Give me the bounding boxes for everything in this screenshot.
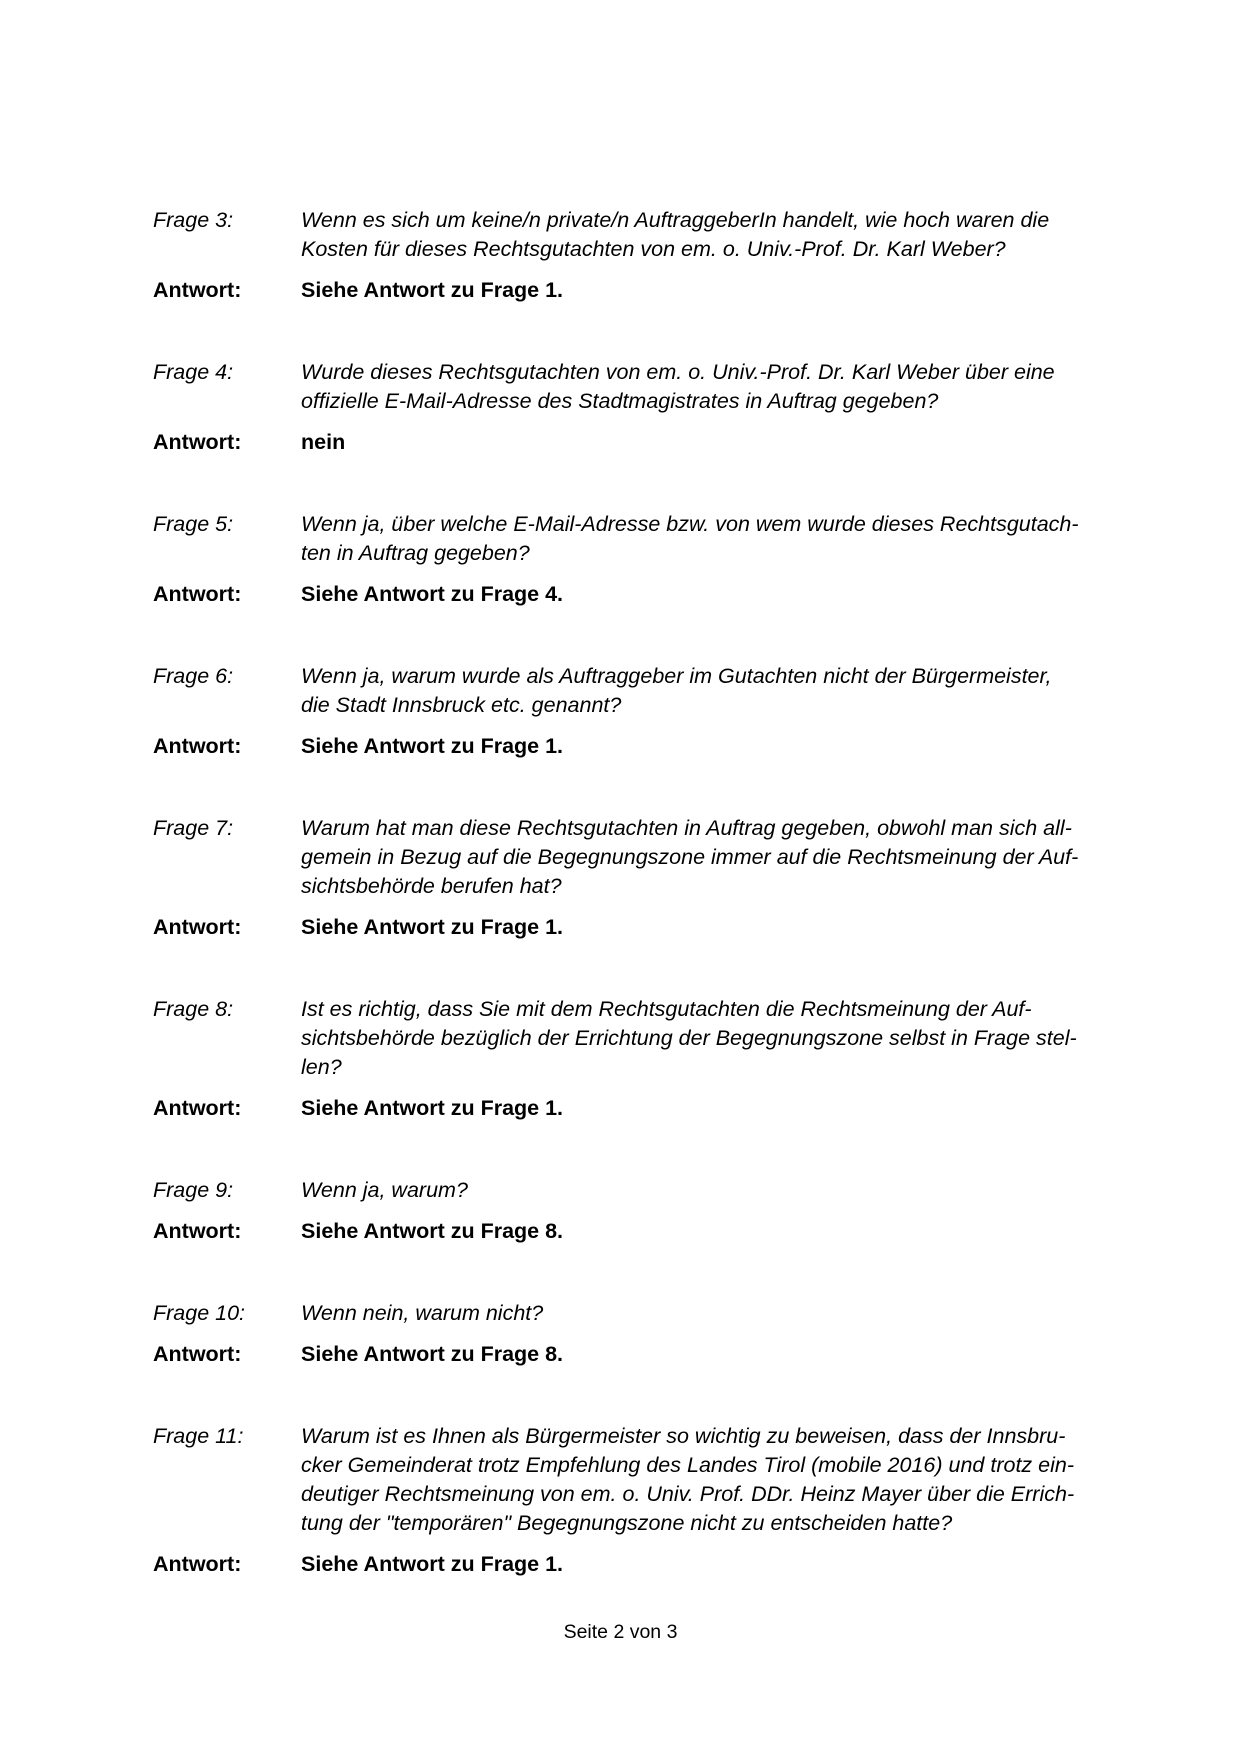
question-text-line: die Stadt Innsbruck etc. genannt? xyxy=(301,693,622,717)
question-text-line: sichtsbehörde bezüglich der Errichtung der Begegnungszone selbst in Frage stel- xyxy=(301,1026,1077,1050)
question-label: Frage 8: xyxy=(153,997,234,1021)
answer-label: Antwort: xyxy=(153,1342,242,1366)
question-text xyxy=(301,206,1133,264)
answer-row xyxy=(153,732,1133,761)
question-text-line: Kosten für dieses Rechtsgutachten von em. o. Univ.-Prof. Dr. Karl Weber? xyxy=(301,237,1006,261)
question-text-line: offizielle E-Mail-Adresse des Stadtmagistrates in Auftrag gegeben? xyxy=(301,389,939,413)
answer-row xyxy=(153,580,1133,609)
question-text-line: Wenn ja, warum wurde als Auftraggeber im Gutachten nicht der Bürgermeister, xyxy=(301,664,1052,688)
question-text-line: Wenn ja, warum? xyxy=(301,1178,468,1202)
question-label: Frage 7: xyxy=(153,816,234,840)
question-text xyxy=(301,1422,1133,1538)
answer-text: nein xyxy=(301,430,346,454)
question-text-line: sichtsbehörde berufen hat? xyxy=(301,874,562,898)
qa-block xyxy=(153,995,1133,1123)
question-text-line: ten in Auftrag gegeben? xyxy=(301,541,530,565)
question-row xyxy=(153,662,1133,720)
question-text-line: deutiger Rechtsmeinung von em. o. Univ. Prof. DDr. Heinz Mayer über die Errich- xyxy=(301,1482,1075,1506)
question-text xyxy=(301,358,1133,416)
answer-label: Antwort: xyxy=(153,1096,242,1120)
question-text xyxy=(301,662,1133,720)
page-footer: Seite 2 von 3 xyxy=(563,1621,678,1643)
qa-block xyxy=(153,1176,1133,1246)
answer-label: Antwort: xyxy=(153,1552,242,1576)
question-row xyxy=(153,510,1133,568)
answer-label: Antwort: xyxy=(153,582,242,606)
question-row xyxy=(153,1299,1133,1328)
answer-label: Antwort: xyxy=(153,915,242,939)
question-text-line: cker Gemeinderat trotz Empfehlung des Landes Tirol (mobile 2016) und trotz ein- xyxy=(301,1453,1075,1477)
question-row xyxy=(153,1422,1133,1538)
answer-row xyxy=(153,428,1133,457)
question-row xyxy=(153,814,1133,901)
qa-block xyxy=(153,510,1133,609)
qa-block xyxy=(153,1422,1133,1579)
question-text-line: Warum hat man diese Rechtsgutachten in Auftrag gegeben, obwohl man sich all- xyxy=(301,816,1072,840)
qa-block xyxy=(153,358,1133,457)
question-row xyxy=(153,206,1133,264)
answer-text: Siehe Antwort zu Frage 1. xyxy=(301,1096,564,1120)
answer-text: Siehe Antwort zu Frage 8. xyxy=(301,1342,564,1366)
answer-text: Siehe Antwort zu Frage 1. xyxy=(301,734,564,758)
answer-text: Siehe Antwort zu Frage 8. xyxy=(301,1219,564,1243)
answer-row xyxy=(153,276,1133,305)
question-label: Frage 4: xyxy=(153,360,234,384)
question-text-line: gemein in Bezug auf die Begegnungszone immer auf die Rechtsmeinung der Auf- xyxy=(301,845,1079,869)
answer-label: Antwort: xyxy=(153,734,242,758)
answer-row xyxy=(153,913,1133,942)
qa-block xyxy=(153,662,1133,761)
question-label: Frage 3: xyxy=(153,208,234,232)
question-text xyxy=(301,995,1133,1082)
answer-text: Siehe Antwort zu Frage 4. xyxy=(301,582,564,606)
qa-block xyxy=(153,1299,1133,1369)
answer-text: Siehe Antwort zu Frage 1. xyxy=(301,915,564,939)
question-text-line: tung der "temporären" Begegnungszone nicht zu entscheiden hatte? xyxy=(301,1511,953,1535)
question-text-line: len? xyxy=(301,1055,342,1079)
qa-block xyxy=(153,814,1133,942)
answer-row xyxy=(153,1550,1133,1579)
question-text xyxy=(301,1299,1133,1328)
question-text xyxy=(301,1176,1133,1205)
answer-row xyxy=(153,1217,1133,1246)
answer-text: Siehe Antwort zu Frage 1. xyxy=(301,278,564,302)
question-label: Frage 6: xyxy=(153,664,234,688)
answer-text: Siehe Antwort zu Frage 1. xyxy=(301,1552,564,1576)
question-text-line: Wurde dieses Rechtsgutachten von em. o. Univ.-Prof. Dr. Karl Weber über eine xyxy=(301,360,1055,384)
question-text xyxy=(301,510,1133,568)
question-label: Frage 10: xyxy=(153,1301,246,1325)
answer-row xyxy=(153,1340,1133,1369)
question-text-line: Ist es richtig, dass Sie mit dem Rechtsgutachten die Rechtsmeinung der Auf- xyxy=(301,997,1032,1021)
question-label: Frage 9: xyxy=(153,1178,234,1202)
question-text-line: Wenn ja, über welche E-Mail-Adresse bzw. von wem wurde dieses Rechtsgutach- xyxy=(301,512,1079,536)
question-text-line: Wenn es sich um keine/n private/n AuftraggeberIn handelt, wie hoch waren die xyxy=(301,208,1050,232)
answer-label: Antwort: xyxy=(153,430,242,454)
question-text xyxy=(301,814,1133,901)
answer-label: Antwort: xyxy=(153,278,242,302)
question-row xyxy=(153,358,1133,416)
question-row xyxy=(153,995,1133,1082)
question-text-line: Wenn nein, warum nicht? xyxy=(301,1301,544,1325)
answer-row xyxy=(153,1094,1133,1123)
question-text-line: Warum ist es Ihnen als Bürgermeister so wichtig zu beweisen, dass der Innsbru- xyxy=(301,1424,1066,1448)
qa-block xyxy=(153,206,1133,305)
qa-list xyxy=(153,206,1133,1632)
question-label: Frage 5: xyxy=(153,512,234,536)
answer-label: Antwort: xyxy=(153,1219,242,1243)
question-row xyxy=(153,1176,1133,1205)
question-label: Frage 11: xyxy=(153,1424,244,1448)
